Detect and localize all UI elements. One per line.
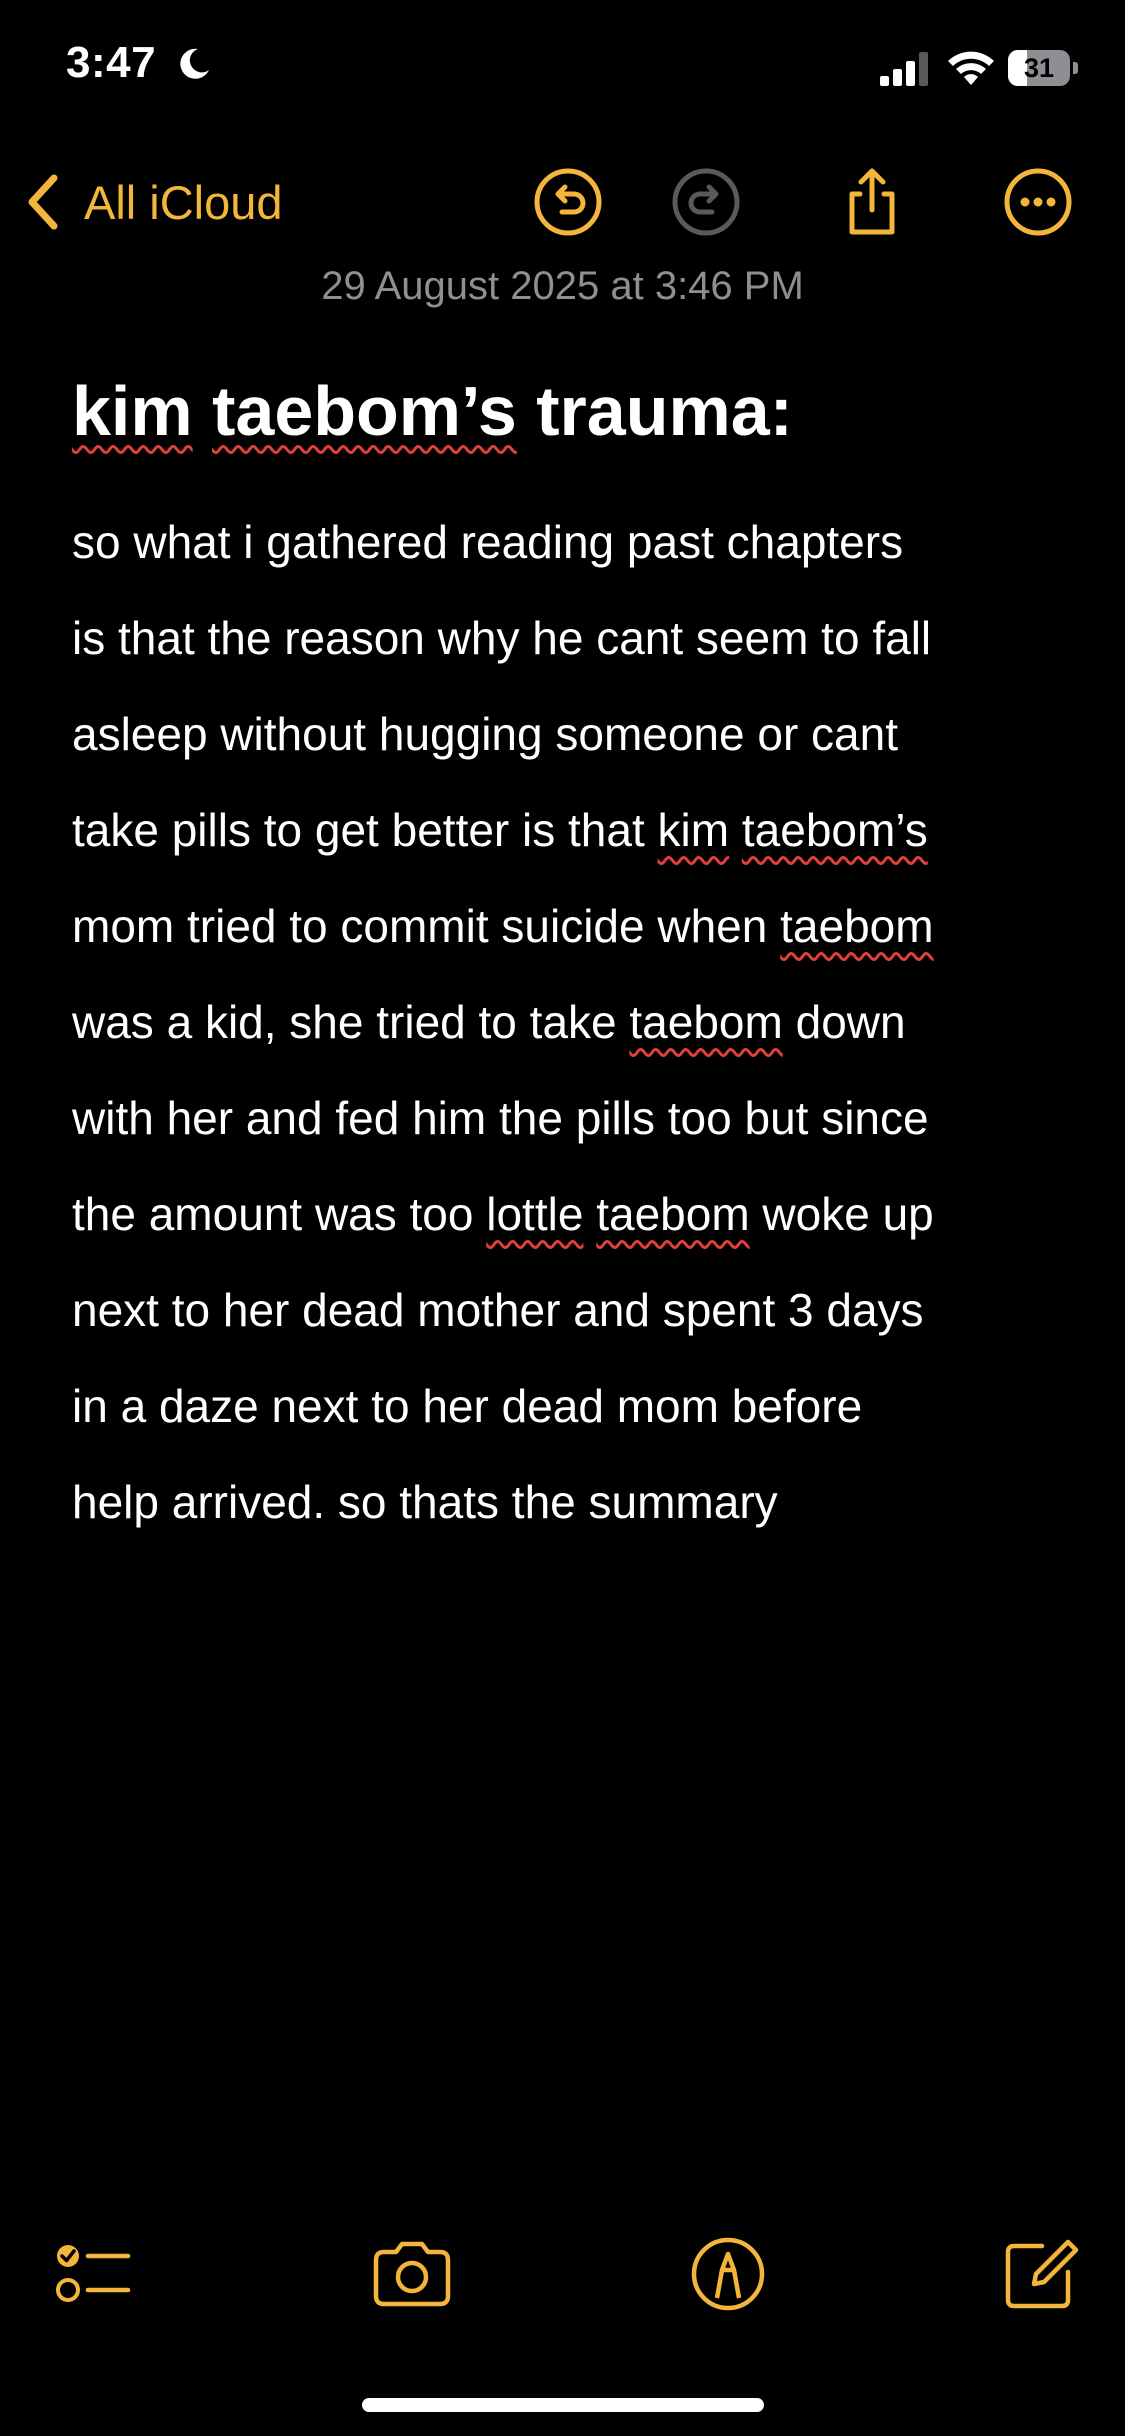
home-indicator[interactable] bbox=[362, 2398, 764, 2412]
undo-icon[interactable] bbox=[532, 166, 604, 238]
text-segment: take pills to get better is that bbox=[72, 804, 658, 856]
note-line bbox=[72, 974, 1092, 1070]
title-word: kim bbox=[72, 372, 193, 450]
title-word bbox=[193, 372, 212, 450]
note-line bbox=[72, 782, 1092, 878]
status-time: 3:47 bbox=[66, 38, 157, 87]
battery-percent: 31 bbox=[1023, 53, 1055, 83]
battery-icon bbox=[1008, 50, 1078, 86]
text-segment: down bbox=[782, 996, 906, 1048]
nav-bar bbox=[0, 150, 1125, 250]
text-segment: woke up bbox=[749, 1188, 934, 1240]
text-segment bbox=[583, 1188, 596, 1240]
signal-icon bbox=[880, 52, 932, 86]
title-word: trauma: bbox=[516, 372, 793, 450]
title-word: taebom’s bbox=[212, 372, 517, 450]
back-label: All iCloud bbox=[84, 175, 283, 229]
misspelled-word: lottle bbox=[486, 1188, 584, 1240]
text-segment: was a kid, she tried to take bbox=[72, 996, 630, 1048]
note-line bbox=[72, 1454, 1092, 1550]
misspelled-word: kim bbox=[657, 804, 730, 856]
redo-icon[interactable] bbox=[670, 166, 742, 238]
checklist-icon[interactable] bbox=[50, 2232, 134, 2316]
text-segment: the amount was too bbox=[72, 1188, 487, 1240]
note-line bbox=[72, 1166, 1092, 1262]
moon-icon bbox=[176, 46, 212, 82]
misspelled-word: taebom’s bbox=[741, 804, 928, 856]
more-icon[interactable] bbox=[1002, 166, 1074, 238]
note-line bbox=[72, 1070, 1092, 1166]
status-bar bbox=[0, 0, 1125, 140]
note-line bbox=[72, 878, 1092, 974]
note-date: 29 August 2025 at 3:46 PM bbox=[321, 264, 804, 308]
text-segment: asleep without hugging someone or cant bbox=[72, 708, 899, 760]
note-line bbox=[72, 686, 1092, 782]
text-segment: mom tried to commit suicide when bbox=[72, 900, 781, 952]
wifi-icon bbox=[946, 48, 996, 88]
text-segment: with her and fed him the pills too but since bbox=[72, 1092, 929, 1144]
note-line bbox=[72, 494, 1092, 590]
markup-pen-icon[interactable] bbox=[686, 2232, 770, 2316]
battery-body bbox=[1008, 50, 1070, 86]
misspelled-word: taebom bbox=[629, 996, 783, 1048]
text-segment: so what i gathered reading past chapters bbox=[72, 516, 904, 568]
battery-cap bbox=[1073, 62, 1078, 74]
note-line bbox=[72, 590, 1092, 686]
back-button[interactable] bbox=[24, 170, 283, 234]
note-line bbox=[72, 1262, 1092, 1358]
misspelled-word: taebom bbox=[596, 1188, 750, 1240]
text-segment: is that the reason why he cant seem to fall bbox=[72, 612, 932, 664]
camera-icon[interactable] bbox=[370, 2232, 454, 2316]
note-line bbox=[72, 1358, 1092, 1454]
note-body[interactable] bbox=[72, 494, 1092, 1550]
text-segment: next to her dead mother and spent 3 days bbox=[72, 1284, 924, 1336]
share-icon[interactable] bbox=[836, 166, 908, 238]
compose-icon[interactable] bbox=[998, 2232, 1082, 2316]
text-segment bbox=[729, 804, 742, 856]
note-title[interactable] bbox=[72, 366, 1072, 456]
back-chevron-icon bbox=[24, 172, 64, 232]
text-segment: in a daze next to her dead mom before bbox=[72, 1380, 863, 1432]
bottom-toolbar bbox=[0, 2220, 1125, 2320]
misspelled-word: taebom bbox=[780, 900, 934, 952]
text-segment: help arrived. so thats the summary bbox=[72, 1476, 778, 1528]
